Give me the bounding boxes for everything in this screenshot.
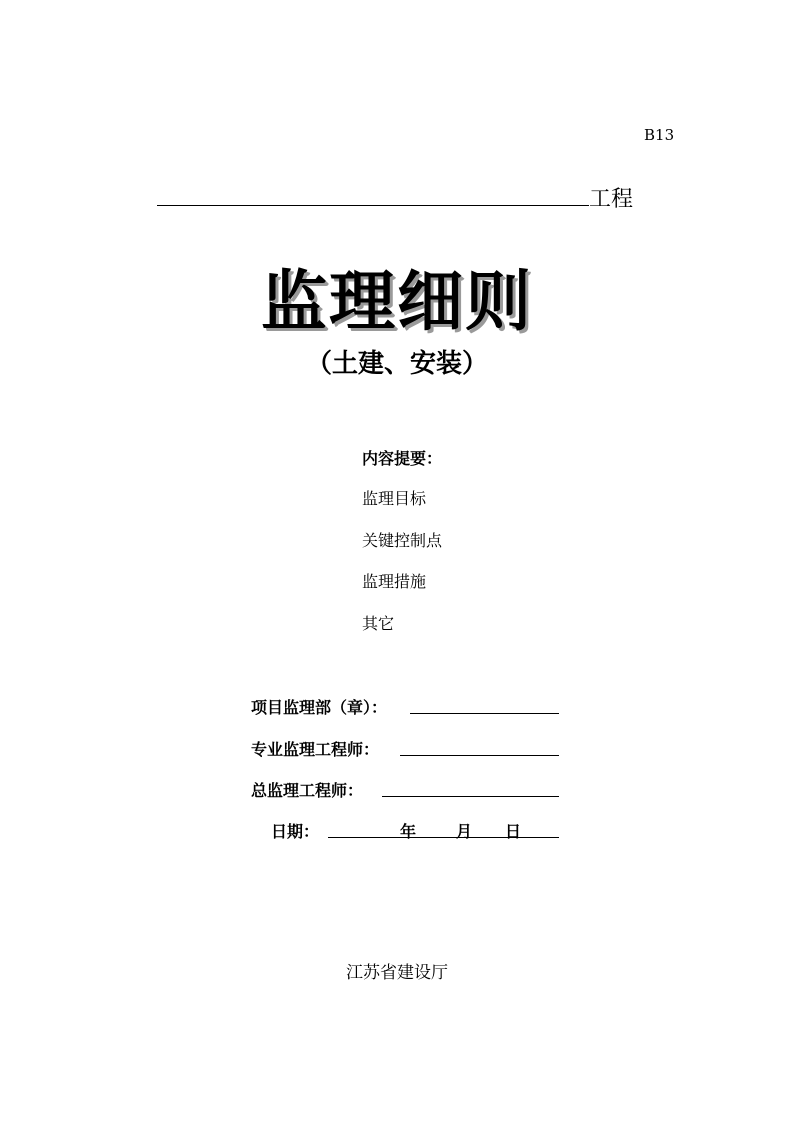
- summary-item: 其它: [362, 614, 395, 633]
- project-name-blank: [157, 205, 589, 206]
- chief-engineer-label: 总监理工程师：: [251, 781, 364, 800]
- date-label: 日期：: [271, 822, 320, 841]
- project-dept-label: 项目监理部（章）：: [251, 698, 388, 717]
- chief-engineer-blank: [382, 796, 559, 797]
- specialist-engineer-label: 专业监理工程师：: [251, 740, 380, 759]
- specialist-engineer-blank: [400, 755, 559, 756]
- project-dept-blank: [410, 713, 559, 714]
- summary-item: 监理目标: [362, 489, 427, 508]
- date-day: 日: [505, 822, 522, 841]
- project-suffix: 工程: [589, 187, 634, 212]
- summary-item: 关键控制点: [362, 531, 443, 550]
- summary-item: 监理措施: [362, 572, 427, 591]
- document-code: B13: [644, 126, 675, 144]
- page-subtitle: （土建、安装）: [305, 349, 488, 379]
- date-blank: [328, 837, 559, 838]
- date-month: 月: [456, 822, 473, 841]
- issuer: 江苏省建设厅: [346, 963, 448, 983]
- summary-heading: 内容提要：: [362, 449, 443, 468]
- page-title: 监理细则: [261, 263, 533, 340]
- date-year: 年: [400, 822, 417, 841]
